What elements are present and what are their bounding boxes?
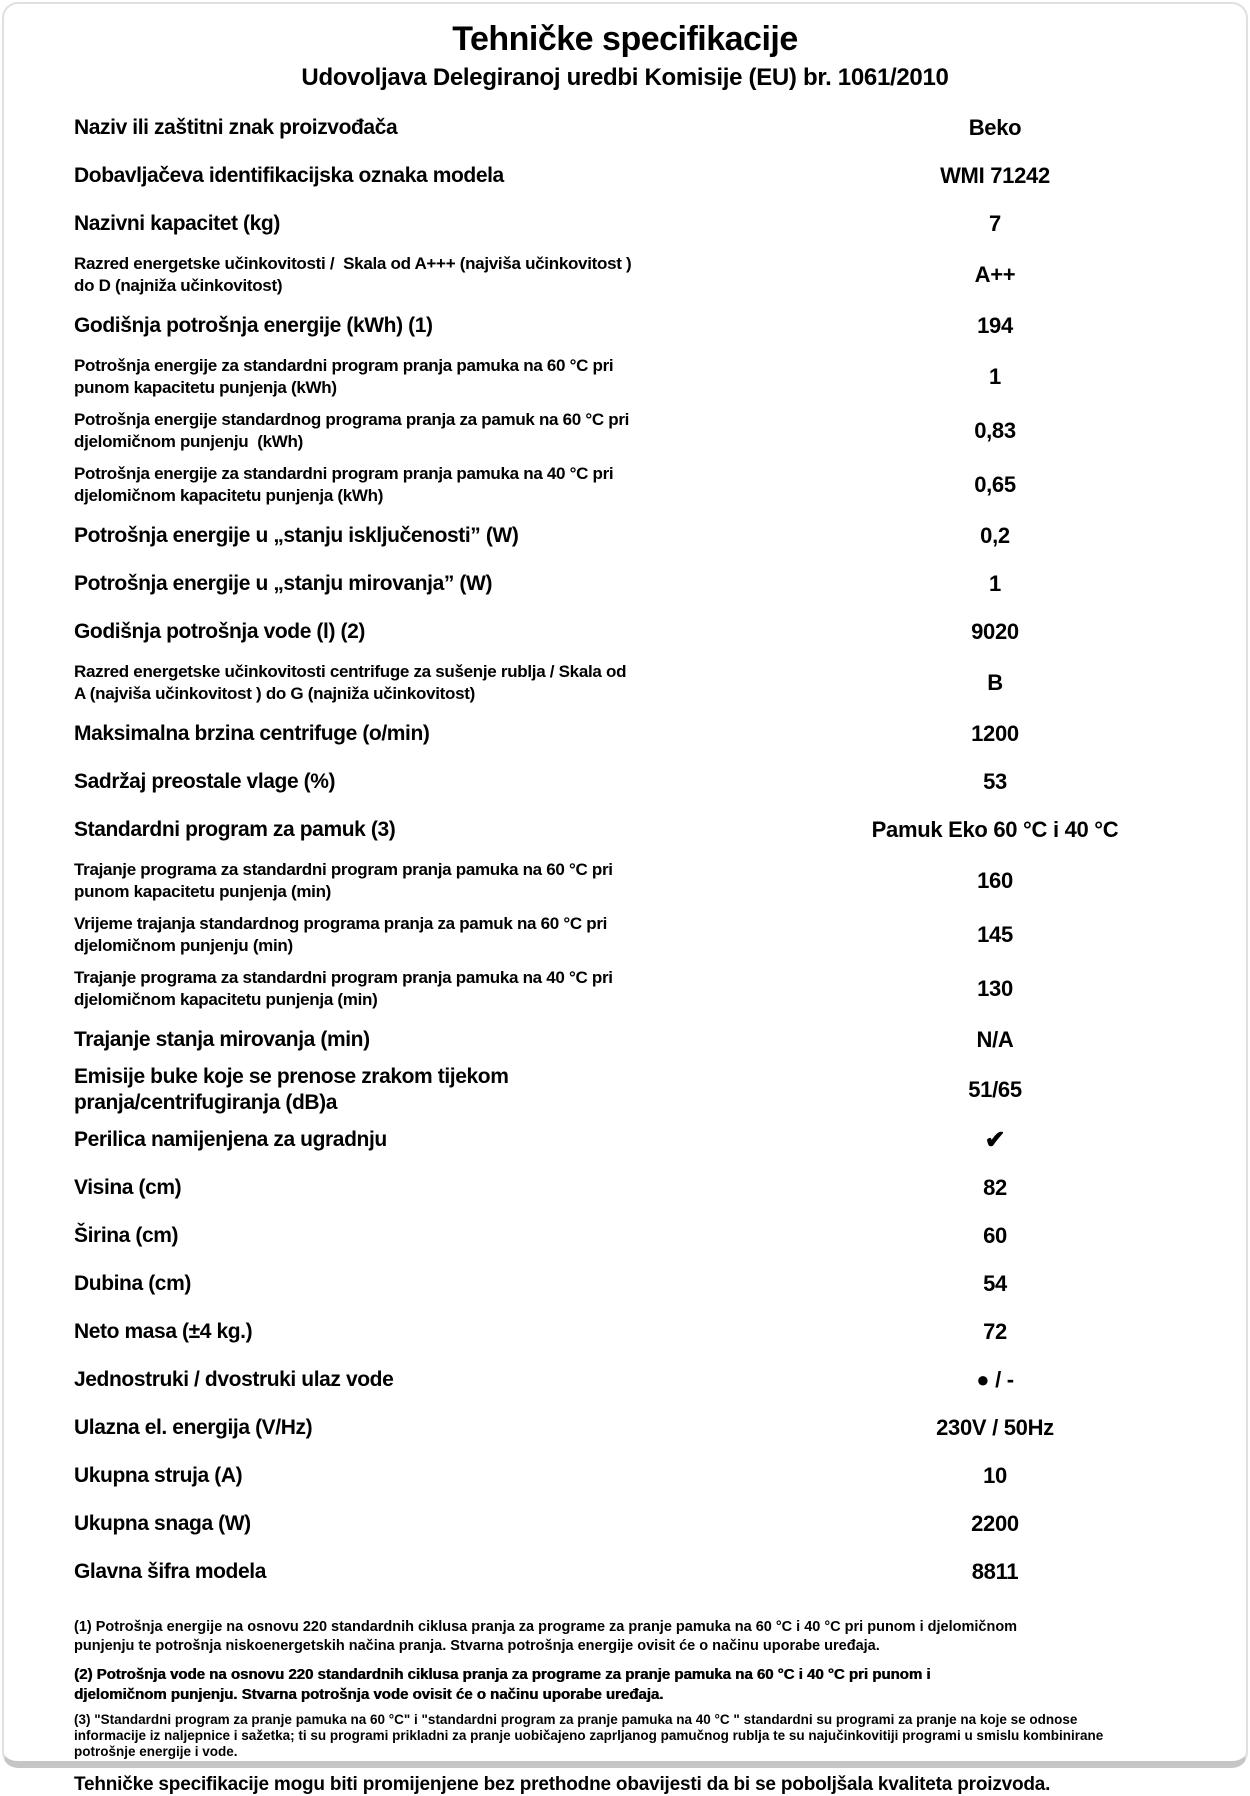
spec-value: 145 bbox=[977, 922, 1013, 947]
spec-row bbox=[4, 248, 1246, 302]
spec-row bbox=[4, 908, 1246, 962]
spec-label: Sadržaj preostale vlage (%) bbox=[74, 770, 336, 793]
spec-row bbox=[4, 1212, 1246, 1260]
spec-label: Dobavljačeva identifikacijska oznaka modela bbox=[74, 164, 504, 187]
spec-value: 51/65 bbox=[968, 1077, 1022, 1102]
spec-label: Neto masa (±4 kg.) bbox=[74, 1320, 253, 1343]
spec-value: 0,83 bbox=[974, 418, 1016, 443]
spec-value: 230V / 50Hz bbox=[936, 1415, 1054, 1440]
spec-value: 1 bbox=[989, 571, 1001, 596]
spec-label: Potrošnja energije u „stanju isključenosti” (W) bbox=[74, 524, 519, 547]
spec-row bbox=[4, 104, 1246, 152]
spec-value: 2200 bbox=[971, 1511, 1019, 1536]
spec-value: 194 bbox=[977, 313, 1013, 338]
spec-row bbox=[4, 1164, 1246, 1212]
spec-value: 0,65 bbox=[974, 472, 1016, 497]
spec-row bbox=[4, 1116, 1246, 1164]
footnote: (1) Potrošnja energije na osnovu 220 standardnih ciklusa pranja za programe za pranje pamuka na 60 °C i 40 °C pri punom i djelomičnom punjenju te potrošnja niskoenergetskih načina pranja. Stvarna potrošnja energije ovisit će o načinu uporabe uređaja. bbox=[74, 1619, 1018, 1654]
spec-label: Širina (cm) bbox=[74, 1224, 179, 1247]
spec-value: 160 bbox=[977, 868, 1013, 893]
spec-value: 0,2 bbox=[980, 523, 1010, 548]
spec-row bbox=[4, 1308, 1246, 1356]
spec-value: WMI 71242 bbox=[940, 163, 1050, 188]
spec-label: Ulazna el. energija (V/Hz) bbox=[74, 1416, 313, 1439]
spec-label: Potrošnja energije u „stanju mirovanja” (W) bbox=[74, 572, 493, 595]
spec-value: 8811 bbox=[971, 1559, 1019, 1584]
spec-label: Dubina (cm) bbox=[74, 1272, 191, 1295]
spec-value: 130 bbox=[977, 976, 1013, 1001]
spec-row bbox=[4, 302, 1246, 350]
spec-row bbox=[4, 350, 1246, 404]
disclaimer: Tehničke specifikacije mogu biti promijenjene bez prethodne obavijesti da bi se poboljšala kvaliteta proizvoda. bbox=[74, 1774, 1051, 1795]
spec-label: Visina (cm) bbox=[74, 1176, 182, 1199]
spec-label: Ukupna struja (A) bbox=[74, 1464, 243, 1487]
spec-row bbox=[4, 1356, 1246, 1404]
page-title: Tehničke specifikacije bbox=[452, 20, 798, 58]
spec-row bbox=[4, 854, 1246, 908]
spec-row bbox=[4, 656, 1246, 710]
spec-label: Razred energetske učinkovitosti / Skala od A+++ (najviša učinkovitost ) do D (najniža učinkovitost) bbox=[74, 254, 632, 295]
spec-row bbox=[4, 512, 1246, 560]
spec-label: Standardni program za pamuk (3) bbox=[74, 818, 396, 841]
spec-value: 1200 bbox=[971, 721, 1019, 746]
spec-row bbox=[4, 608, 1246, 656]
spec-row bbox=[4, 1260, 1246, 1308]
spec-value: 72 bbox=[983, 1319, 1007, 1344]
spec-row bbox=[4, 1064, 1246, 1116]
spec-label: Ukupna snaga (W) bbox=[74, 1512, 251, 1535]
spec-row bbox=[4, 962, 1246, 1016]
spec-label: Potrošnja energije standardnog programa pranja za pamuk na 60 °C pri djelomičnom punjenju (kWh) bbox=[74, 410, 630, 451]
spec-row bbox=[4, 710, 1246, 758]
spec-label: Emisije buke koje se prenose zrakom tijekom pranja/centrifugiranja (dB)a bbox=[74, 1065, 509, 1114]
spec-label: Jednostruki / dvostruki ulaz vode bbox=[74, 1368, 394, 1391]
spec-row bbox=[4, 758, 1246, 806]
spec-table bbox=[4, 104, 1246, 1596]
spec-value: 7 bbox=[989, 211, 1001, 236]
spec-label: Godišnja potrošnja vode (l) (2) bbox=[74, 620, 365, 643]
spec-row bbox=[4, 404, 1246, 458]
spec-row bbox=[4, 200, 1246, 248]
spec-row bbox=[4, 560, 1246, 608]
spec-value: 10 bbox=[983, 1463, 1007, 1488]
spec-label: Maksimalna brzina centrifuge (o/min) bbox=[74, 722, 430, 745]
spec-value: A++ bbox=[974, 262, 1016, 287]
spec-label: Trajanje stanja mirovanja (min) bbox=[74, 1028, 370, 1051]
spec-row bbox=[4, 806, 1246, 854]
spec-label: Trajanje programa za standardni program pranja pamuka na 60 °C pri punom kapacitetu punjenja (min) bbox=[74, 860, 613, 901]
spec-row bbox=[4, 152, 1246, 200]
spec-value: 82 bbox=[983, 1175, 1007, 1200]
footnote: (2) Potrošnja vode na osnovu 220 standardnih ciklusa pranja za programe za pranje pamuka na 60 °C i 40 °C pri punom i djelomičnom punjenju. Stvarna potrošnja vode ovisit će o načinu uporabe uređaja. bbox=[74, 1666, 931, 1703]
spec-value: Pamuk Eko 60 °C i 40 °C bbox=[871, 817, 1119, 842]
spec-value: 53 bbox=[983, 769, 1007, 794]
spec-label: Vrijeme trajanja standardnog programa pranja za pamuk na 60 °C pri djelomičnom punjenju (min) bbox=[74, 914, 608, 955]
spec-value: 54 bbox=[983, 1271, 1007, 1296]
spec-row bbox=[4, 1404, 1246, 1452]
spec-value: 9020 bbox=[971, 619, 1019, 644]
spec-value: Beko bbox=[968, 115, 1022, 140]
spec-label: Glavna šifra modela bbox=[74, 1560, 266, 1583]
spec-value: 60 bbox=[983, 1223, 1007, 1248]
spec-row bbox=[4, 1016, 1246, 1064]
spec-value: ● / - bbox=[976, 1367, 1014, 1392]
footnote: (3) "Standardni program za pranje pamuka na 60 °C" i "standardni program za pranje pamuka na 40 °C " standardni su programi za pranje na koje se odnose informacije iz naljepnice i sažetka; ti su programi prikladni za pranje uobičajeno zaprljanog pamučnog rublja te su najučinkovitiji programi u smislu kombinirane potrošnje energije i vode. bbox=[74, 1712, 1104, 1759]
spec-label: Potrošnja energije za standardni program pranja pamuka na 60 °C pri punom kapacitetu punjenja (kWh) bbox=[74, 356, 614, 397]
spec-row bbox=[4, 1548, 1246, 1596]
check-icon: ✔ bbox=[984, 1126, 1006, 1154]
spec-label: Godišnja potrošnja energije (kWh) (1) bbox=[74, 314, 433, 337]
spec-label: Nazivni kapacitet (kg) bbox=[74, 212, 280, 235]
page-subtitle: Udovoljava Delegiranoj uredbi Komisije (EU) br. 1061/2010 bbox=[301, 64, 949, 91]
spec-sheet bbox=[2, 2, 1248, 1795]
spec-label: Potrošnja energije za standardni program pranja pamuka na 40 °C pri djelomičnom kapacitetu punjenja (kWh) bbox=[74, 464, 614, 505]
spec-value: N/A bbox=[976, 1027, 1014, 1052]
spec-row bbox=[4, 1500, 1246, 1548]
spec-row bbox=[4, 458, 1246, 512]
spec-label: Trajanje programa za standardni program pranja pamuka na 40 °C pri djelomičnom kapacitetu punjenja (min) bbox=[74, 968, 613, 1009]
spec-label: Naziv ili zaštitni znak proizvođača bbox=[74, 116, 398, 139]
spec-value: 1 bbox=[989, 364, 1001, 389]
spec-value: B bbox=[987, 670, 1003, 695]
spec-row bbox=[4, 1452, 1246, 1500]
spec-label: Perilica namijenjena za ugradnju bbox=[74, 1128, 387, 1151]
footnotes bbox=[4, 1618, 1246, 1760]
spec-label: Razred energetske učinkovitosti centrifuge za sušenje rublja / Skala od A (najviša učinkovitost ) do G (najniža učinkovitost) bbox=[74, 662, 627, 703]
